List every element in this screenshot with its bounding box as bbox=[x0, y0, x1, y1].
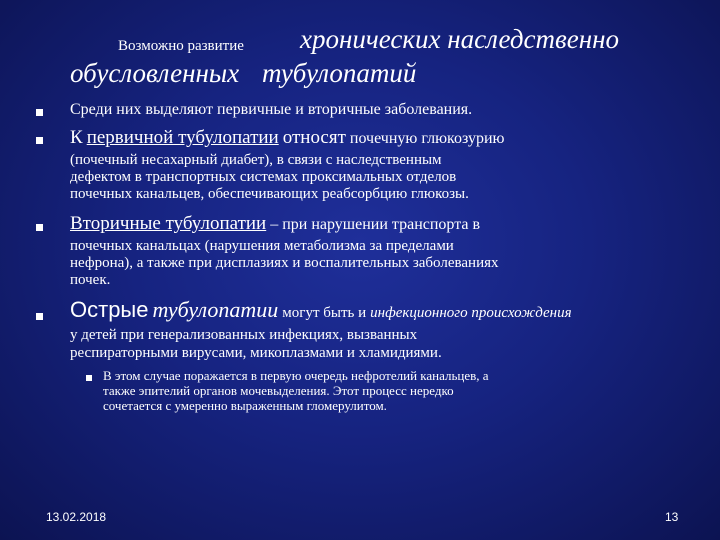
title-emphasis-line2b: тубулопатий bbox=[262, 58, 417, 88]
bullet-2-rest: почечную глюкозурию bbox=[349, 130, 505, 147]
bullet-4-term2: тубулопатии bbox=[152, 297, 279, 322]
bullet-2-line: дефектом в транспортных системах проксимальных отделов bbox=[70, 169, 457, 185]
bullet-2-prefix: К bbox=[70, 127, 83, 148]
bullet-4-line: респираторными вирусами, микоплазмами и хламидиями. bbox=[70, 345, 442, 361]
bullet-4-body bbox=[70, 326, 442, 362]
sub-bullet-marker bbox=[86, 375, 92, 381]
sub-bullet-body bbox=[103, 368, 489, 413]
bullet-2-verb: относят bbox=[282, 127, 346, 148]
sub-bullet-line: В этом случае поражается в первую очередь нефротелий канальцев, а bbox=[103, 368, 489, 383]
bullet-2-line: почечных канальцев, обеспечивающих реабсорбцию глюкозы. bbox=[70, 186, 469, 202]
bullet-marker bbox=[36, 313, 43, 320]
title-emphasis-line2a: обусловленных bbox=[70, 58, 240, 88]
bullet-marker bbox=[36, 137, 43, 144]
bullet-1-text: Среди них выделяют первичные и вторичные заболевания. bbox=[70, 101, 473, 118]
bullet-4-line: у детей при генерализованных инфекциях, вызванных bbox=[70, 327, 418, 343]
footer-page-number: 13 bbox=[665, 510, 679, 524]
bullet-3-first-line bbox=[70, 213, 480, 235]
bullet-2-term: первичной тубулопатии bbox=[86, 127, 279, 148]
title-emphasis-line1: хронических наследственно bbox=[300, 24, 620, 54]
bullet-marker bbox=[36, 109, 43, 116]
bullet-3-term: Вторичные тубулопатии bbox=[70, 213, 267, 234]
sub-bullet-line: также эпителий органов мочевыделения. Этот процесс нередко bbox=[103, 383, 454, 398]
bullet-3-body bbox=[70, 238, 499, 289]
bullet-3-rest: – при нарушении транспорта в bbox=[270, 216, 481, 233]
footer-date: 13.02.2018 bbox=[46, 510, 107, 524]
bullet-3-line: почечных канальцах (нарушения метаболизма за пределами bbox=[70, 238, 454, 254]
bullet-2-first-line bbox=[70, 127, 505, 149]
bullet-marker bbox=[36, 224, 43, 231]
bullet-3-line: нефрона), а также при дисплазиях и воспалительных заболеваниях bbox=[70, 255, 499, 271]
bullet-4-mid: могут быть и bbox=[282, 305, 367, 321]
title-lead: Возможно развитие bbox=[118, 38, 244, 54]
bullet-4-term1: Острые bbox=[70, 297, 149, 322]
bullet-2-body bbox=[70, 152, 469, 203]
bullet-2-line: (почечный несахарный диабет), в связи с наследственным bbox=[70, 152, 442, 168]
bullet-3-line: почек. bbox=[70, 272, 111, 288]
bullet-4-first-line bbox=[70, 297, 720, 323]
sub-bullet-line: сочетается с умеренно выраженным гломерулитом. bbox=[103, 398, 387, 413]
bullet-4-tail: инфекционного происхождения bbox=[370, 305, 572, 321]
